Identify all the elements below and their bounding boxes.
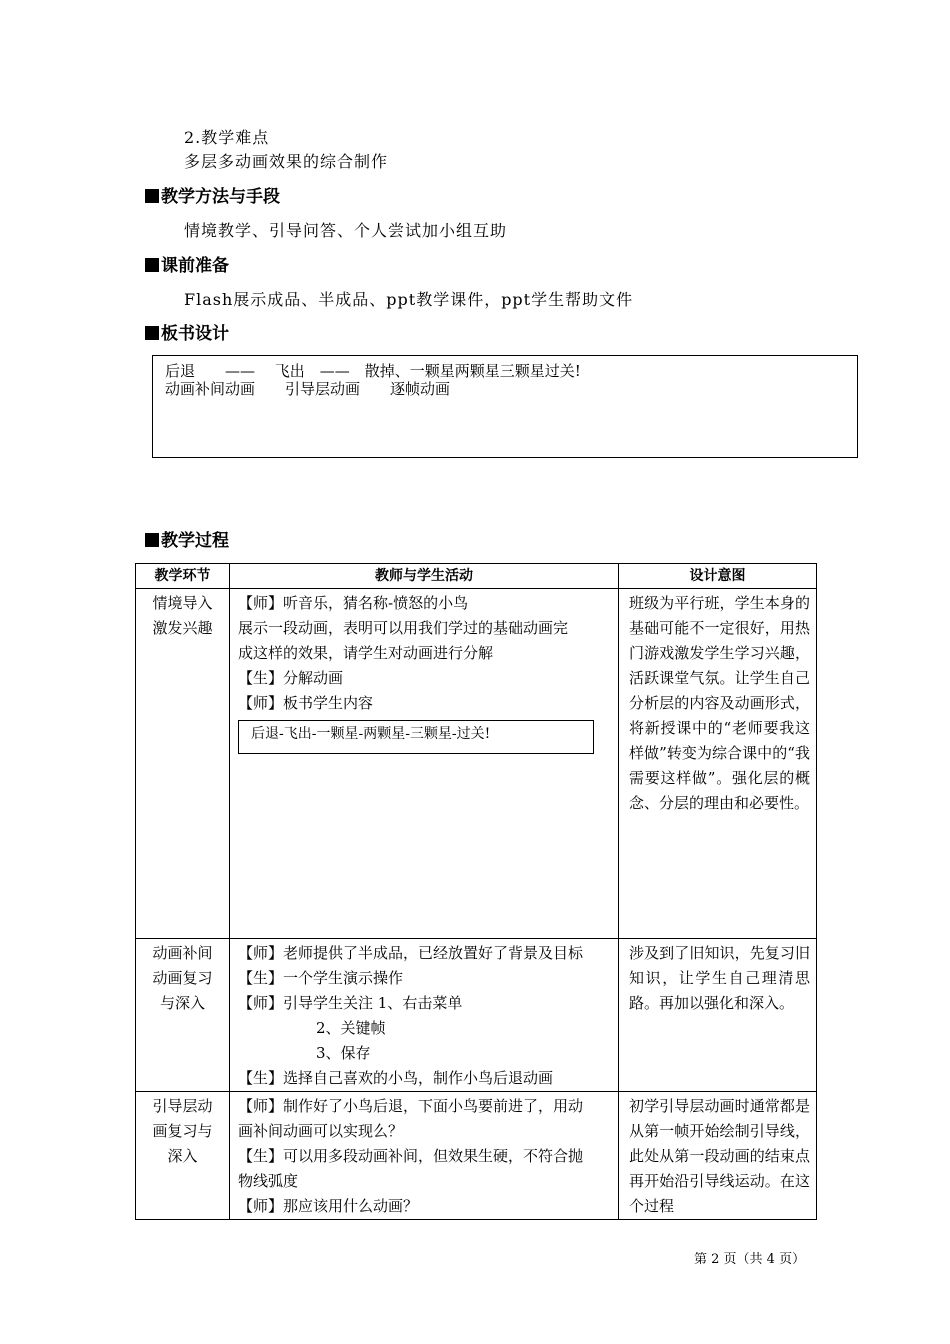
intent-cell: 班级为平行班，学生本身的基础可能不一定很好，用热门游戏激发学生学习兴趣，活跃课堂气氛。让学生自己分析层的内容及动画形式，将新授课中的“老师要我这样做”转变为综合课中的“我需要这样做”。强化层的概念、分层的理由和必要性。 — [619, 589, 817, 939]
page-number: 第 2 页（共 4 页） — [694, 1252, 806, 1267]
process-heading: 教学过程 — [145, 529, 229, 553]
square-bullet-icon — [145, 258, 159, 272]
intent-cell: 涉及到了旧知识，先复习旧知识，让学生自己理清思路。再加以强化和深入。 — [619, 939, 817, 1092]
table-header-row — [136, 564, 817, 589]
prep-heading: 课前准备 — [145, 254, 229, 278]
process-table — [135, 563, 817, 1220]
square-bullet-icon — [145, 533, 159, 547]
methods-heading: 教学方法与手段 — [145, 185, 280, 209]
difficulty-title: 2.教学难点 — [184, 128, 270, 147]
prep-text: Flash展示成品、半成品、ppt教学课件，ppt学生帮助文件 — [184, 290, 634, 309]
stage-cell: 情境导入 激发兴趣 — [136, 589, 230, 939]
stage-cell: 引导层动 画复习与 深入 — [136, 1092, 230, 1220]
table-row — [136, 939, 817, 1092]
board-content-box: 后退-飞出-一颗星-两颗星-三颗星-过关! — [238, 720, 594, 754]
table-row — [136, 589, 817, 939]
board-heading: 板书设计 — [145, 322, 229, 346]
intent-cell: 初学引导层动画时通常都是从第一帧开始绘制引导线，此处从第一段动画的结束点再开始沿引导线运动。在这个过程 — [619, 1092, 817, 1220]
board-line-1: 后退 —— 飞出 —— 散掉、一颗星两颗星三颗星过关! — [165, 362, 581, 380]
board-design-box — [152, 355, 858, 458]
square-bullet-icon — [145, 189, 159, 203]
table-row — [136, 1092, 817, 1220]
activity-cell: 【师】听音乐，猜名称-愤怒的小鸟 展示一段动画，表明可以用我们学过的基础动画完 成这样的效果，请学生对动画进行分解 【生】分解动画 【师】板书学生内容 后退-飞出-一颗星-两颗星-三颗星-过关! — [230, 589, 619, 939]
square-bullet-icon — [145, 326, 159, 340]
header-activity: 教师与学生活动 — [230, 564, 619, 589]
methods-text: 情境教学、引导问答、个人尝试加小组互助 — [184, 221, 508, 240]
header-intent: 设计意图 — [619, 564, 817, 589]
activity-cell: 【师】老师提供了半成品，已经放置好了背景及目标 【生】一个学生演示操作 【师】引导学生关注 1、右击菜单 2、关键帧 3、保存 【生】选择自己喜欢的小鸟，制作小鸟后退动画 — [230, 939, 619, 1092]
board-line-2: 动画补间动画 引导层动画 逐帧动画 — [165, 380, 451, 398]
header-stage: 教学环节 — [136, 564, 230, 589]
activity-cell: 【师】制作好了小鸟后退，下面小鸟要前进了，用动 画补间动画可以实现么？ 【生】可以用多段动画补间，但效果生硬，不符合抛 物线弧度 【师】那应该用什么动画？ — [230, 1092, 619, 1220]
difficulty-text: 多层多动画效果的综合制作 — [184, 152, 389, 171]
stage-cell: 动画补间 动画复习 与深入 — [136, 939, 230, 1092]
